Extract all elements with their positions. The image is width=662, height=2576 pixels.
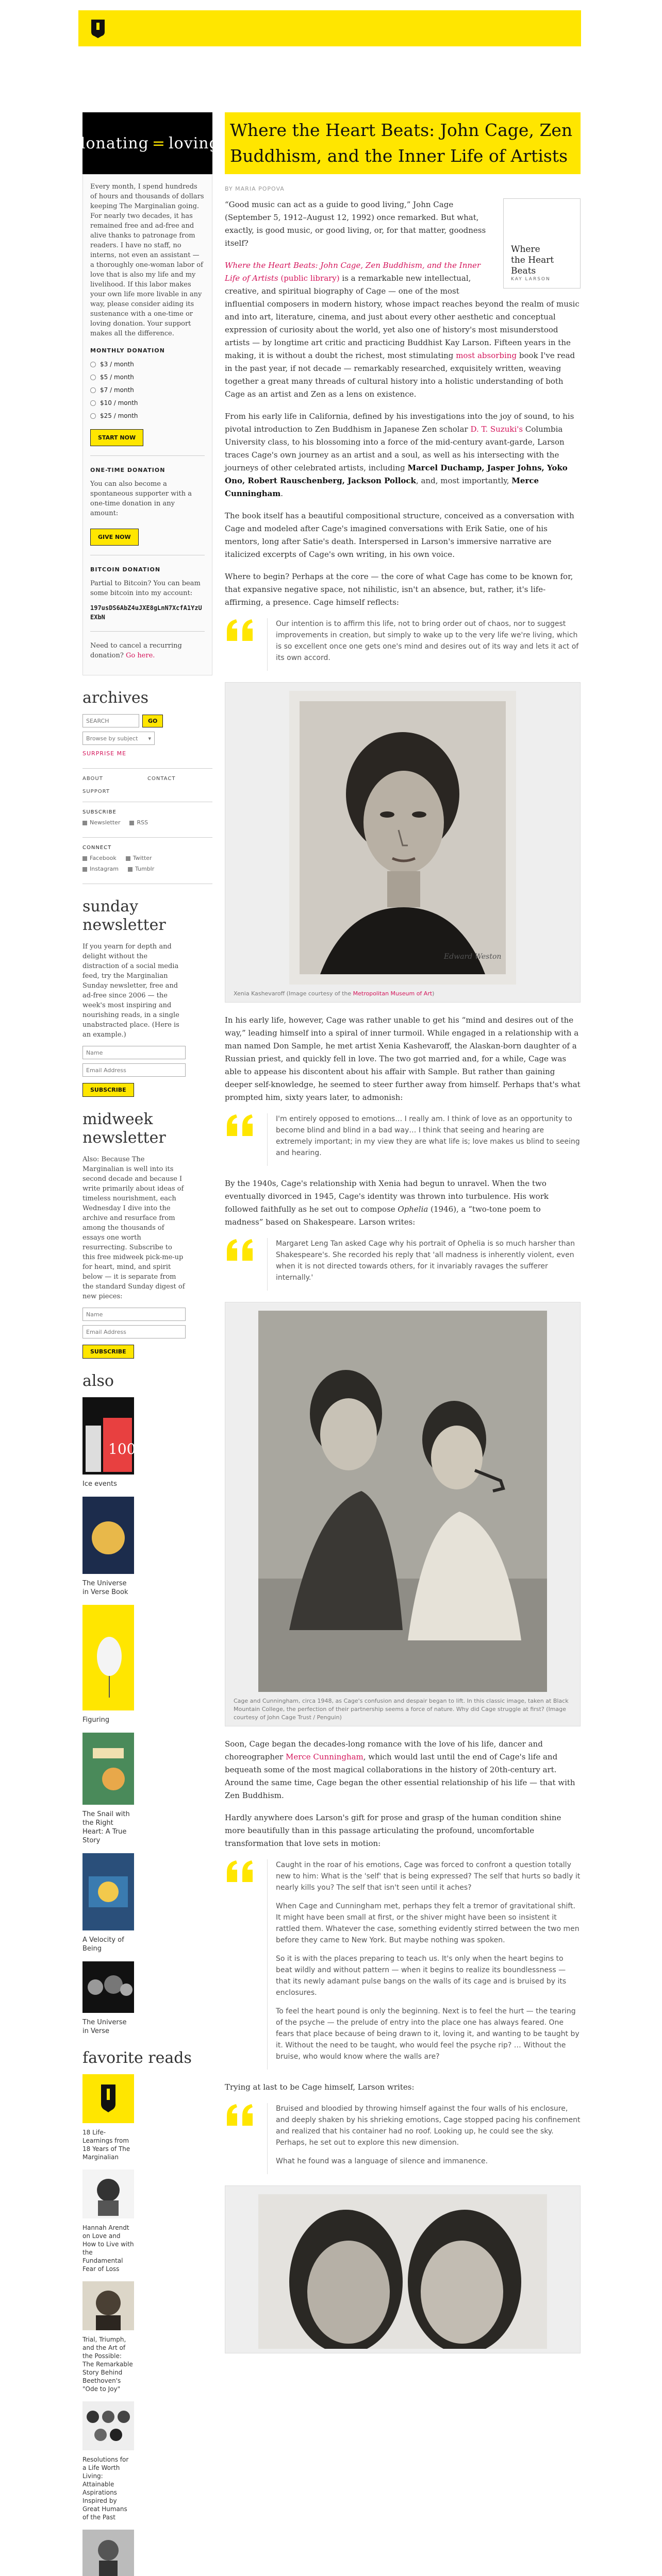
tumblr-link[interactable]: Tumblr xyxy=(128,866,154,872)
rss-link[interactable]: RSS xyxy=(129,819,148,826)
book-link[interactable]: Where the Heart Beats: John Cage, Zen Buddhism, and the Inner Life of Artists xyxy=(225,261,481,283)
blockquote: Caught in the roar of his emotions, Cage was forced to confront a question totally new to him: What is the 'self' that is being expressed? The self that hurts so badly it nearly kills you? The self that isn't seen until it aches? When Cage and Cunningham met, perhaps they felt a tremor of gravitational shift. It might have been small at first, or the shiver might have been so insistent it rattled them. Whatever the case, something evidently stirred between the two men before they came to New York. But maybe nothing was spoken. So it is with the places preparing to teach us. It's only when the heart begins to beat wildly and without pattern — when it begins to realize its boundlessness — that its newly adamant pulse bangs on the walls of its cage and is bruised by its enclosures. To feel the heart pound is only the beginning. Next is to feel the hurt — the tearing of the psyche — the prelude of entry into the place one has always feared. One fears that place because of being drawn to it, loving it, and wanting to be taught by it. Without the need to be taught, who would feel the psyche rip? … Without the bruise, who would know where the walls are? xyxy=(225,1859,581,2070)
also-item[interactable]: The Universe in Verse Book xyxy=(82,1497,134,1597)
newsletter-link[interactable]: Newsletter xyxy=(82,819,120,826)
divider xyxy=(90,631,205,632)
blockquote: Our intention is to affirm this life, not to bring order out of chaos, nor to suggest improvements in creation, but simply to wake up to the very life we're living, which is so excellent once one gets one's mind and desires out of its way and lets it act of its own accord. xyxy=(225,618,581,671)
quote-mark-icon xyxy=(225,1859,256,1885)
favorite-thumbnail-icon xyxy=(82,2401,134,2450)
start-now-button[interactable]: START NOW xyxy=(90,429,143,446)
favorite-item[interactable]: Hannah Arendt on Love and How to Live with the Fundamental Fear of Loss xyxy=(82,2170,134,2273)
tumblr-icon xyxy=(128,867,133,872)
blockquote: I'm entirely opposed to emotions… I really am. I think of love as an opportunity to become blind and blind in a bad way… I think that seeing and hearing are extremely important; in my view they are what life is; love makes us blind to seeing and hearing. xyxy=(225,1113,581,1166)
twitter-link[interactable]: Twitter xyxy=(126,855,152,861)
subscribe-section xyxy=(82,802,212,838)
banner-symbol: = xyxy=(152,134,166,152)
book-cover-author: KAY LARSON xyxy=(511,277,551,282)
book-cover-icon xyxy=(82,1605,134,1710)
divider xyxy=(90,455,205,456)
banner-right: loving xyxy=(169,134,220,152)
paragraph: Where the Heart Beats: John Cage, Zen Buddhism, and the Inner Life of Artists (public library) is a remarkable new intellectual, creative, and spiritual biography of Cage — one of the most influential composers in modern history, whose impact reaches beyond the realm of music and into art, literature, cinema, and just about every other aesthetic and conceptual expression of curiosity about the world, yet also one of history's most misunderstood artists — by longtime art critic and practicing Buddhist Kay Larson. Fifteen years in the making, it is without a doubt the richest, most stimulating most absorbing book I've read in the past year, if not decade — remarkably researched, exquisitely written, weaving together a great many threads of cultural history into a holistic understanding of both Cage as an artist and Zen as a lens on existence. xyxy=(225,261,580,399)
sunday-newsletter-title: sunday newsletter xyxy=(82,897,166,934)
favorite-thumbnail-icon xyxy=(82,2074,134,2123)
monthly-option[interactable]: $7 / month xyxy=(90,385,205,395)
cage-cunningham-photo[interactable] xyxy=(258,1311,547,1692)
onetime-text: You can also become a spontaneous supporter with a one-time donation in any amount: xyxy=(90,480,192,517)
rss-icon xyxy=(129,821,134,825)
also-item[interactable]: The Snail with the Right Heart: A True Story xyxy=(82,1733,134,1845)
banner-left: donating xyxy=(75,134,149,152)
paragraph: In his early life, however, Cage was rather unable to get his “mind and desires out of the way,” leading himself into a spiral of inner turmoil. While engaged in a relationship with a man named Don Sample, he met artist Xenia Kashevaroff, the Alaskan-born daughter of a Russian priest, and quickly fell in love. The two got married and, for a while, Cage was able to appease his discontent about his affair with Sample. But rather than gaining deeper self-knowledge, he seemed to steer further away from himself. Perhaps that's what prompted him, sixty years later, to admonish: xyxy=(225,1015,581,1102)
nav-contact[interactable]: CONTACT xyxy=(147,776,176,782)
sunday-subscribe-button[interactable]: SUBSCRIBE xyxy=(82,1083,134,1097)
newsletter-icon xyxy=(82,821,87,825)
book-cover-title: Where the Heart Beats xyxy=(511,244,554,276)
midweek-subscribe-button[interactable]: SUBSCRIBE xyxy=(82,1345,134,1359)
sidebar xyxy=(75,112,220,2576)
most-absorbing-link[interactable]: most absorbing xyxy=(456,351,517,360)
midweek-newsletter-title: midweek newsletter xyxy=(82,1110,166,1147)
search-input[interactable]: SEARCH xyxy=(82,714,139,727)
favorite-reads-title: favorite reads xyxy=(82,2049,192,2067)
figure-caption: Xenia Kashevaroff (Image courtesy of the Metropolitan Museum of Art) xyxy=(234,990,435,997)
book-cover-icon xyxy=(82,1733,134,1805)
site-header xyxy=(78,10,581,46)
donate-banner[interactable] xyxy=(75,112,220,174)
paragraph: By the 1940s, Cage's relationship with Xenia had begun to unravel. When the two eventually divorced in 1945, Cage's identity was thrown into turbulence. His work followed faithfully as he set out to compose Ophelia (1946), a “two-tone poem to madness” based on Shakespeare. Larson writes: xyxy=(225,1179,549,1227)
also-item[interactable]: 100 Ice events xyxy=(82,1397,134,1488)
favorite-thumbnail-icon xyxy=(82,2530,134,2576)
quote-mark-icon xyxy=(225,1113,256,1139)
subscribe-heading: SUBSCRIBE xyxy=(82,809,117,815)
book-cover-icon xyxy=(82,1397,134,1475)
connect-heading: CONNECT xyxy=(82,845,112,851)
browse-subject-select[interactable]: Browse by subject ▾ xyxy=(82,732,155,745)
nav-about[interactable]: ABOUT xyxy=(82,776,103,782)
article-title[interactable]: Where the Heart Beats: John Cage, Zen Buddhism, and the Inner Life of Artists xyxy=(230,120,573,166)
radio-icon[interactable] xyxy=(90,362,96,367)
quote-mark-icon xyxy=(225,1238,256,1264)
sunday-newsletter-text: If you yearn for depth and delight without the distraction of a social media feed, try the Marginalian Sunday newsletter, free and ad-free since 2006 — the week's most inspiring and nourishing reads, in a single unabstracted place. (Here is an example.) xyxy=(82,943,179,1039)
figure-cage-cunningham xyxy=(225,1302,581,1726)
bitcoin-address: 197usDS6AbZ4uJXE8gLnN7XcfA1YzUEXbN xyxy=(90,604,202,621)
book-cover[interactable] xyxy=(503,198,581,289)
donate-box xyxy=(82,174,212,675)
nav-support[interactable]: SUPPORT xyxy=(82,789,110,794)
book-cover-icon xyxy=(82,1853,134,1930)
paragraph: Trying at last to be Cage himself, Larson writes: xyxy=(225,2082,415,2092)
yellow-brand-logo-icon[interactable] xyxy=(90,20,106,38)
instagram-link[interactable]: Instagram xyxy=(82,866,119,872)
monthly-option[interactable]: $5 / month xyxy=(90,372,205,382)
figure-caption: Cage and Cunningham, circa 1948, as Cage's confusion and despair began to lift. In this classic image, taken at Black Mountain College, the perfection of their partnership seems a force of nature. Why did Cage struggle at first? (Image courtesy of John Cage Trust / Penguin) xyxy=(234,1698,569,1721)
radio-icon[interactable] xyxy=(90,387,96,393)
paragraph: From his early life in California, defined by his investigations into the joy of sound, to his pivotal introduction to Zen Buddhism in Japanese Zen scholar D. T. Suzuki's Columbia University class, to his blossoming into a force of the mid-century avant-garde, Larson traces Cage's own journey as an artist and a soul, as well as his intersecting with the journeys of other celebrated artists, including Marcel Duchamp, Jasper Johns, Yoko Ono, Robert Rauschenberg, Jackson Pollock, and, most importantly, Merce Cunningham. xyxy=(225,412,574,498)
paragraph: Where to begin? Perhaps at the core — the core of what Cage has come to be known for, that expansive negative space, not nihilistic, isn't an absence, but, rather, it's life-affirming, a presence. Cage himself reflects: xyxy=(225,572,573,607)
also-item[interactable]: A Velocity of Being xyxy=(82,1853,134,1953)
midweek-name-input[interactable]: Name xyxy=(82,1308,186,1321)
also-item[interactable]: Figuring xyxy=(82,1605,134,1724)
paragraph: Soon, Cage began the decades-long romance with the love of his life, dancer and choreographer Merce Cunningham, which would last until the end of Cage's life and bequeath some of the most magical collaborations in the history of 20th-century art. Around the same time, Cage began the other essential relationship of his life — that with Zen Buddhism. xyxy=(225,1739,575,1800)
favorite-item[interactable]: Trial, Triumph, and the Art of the Possible: The Remarkable Story Behind Beethoven's "Ode to Joy" xyxy=(82,2281,134,2393)
svg-text:100: 100 xyxy=(108,1440,134,1458)
met-museum-link[interactable]: Metropolitan Museum of Art xyxy=(353,990,433,997)
figure-portraits xyxy=(225,2185,581,2353)
favorite-item[interactable]: Resolutions for a Life Worth Living: Attainable Aspirations Inspired by Great Humans of the Past xyxy=(82,2401,134,2521)
portraits-photo[interactable] xyxy=(258,2194,547,2349)
monthly-option[interactable]: $25 / month xyxy=(90,411,205,421)
favorite-thumbnail-icon xyxy=(82,2281,134,2330)
paragraph: Hardly anywhere does Larson's gift for prose and grasp of the human condition shine more beautifully than in this passage articulating the profound, uncomfortable transformation that love sets in motion: xyxy=(225,1813,561,1848)
quote-mark-icon xyxy=(225,618,256,644)
paragraph: The book itself has a beautiful compositional structure, conceived as a conversation with Cage and modeled after Cage's imagined conversations with Erik Satie, one of his mentors, long after Satie's death. Interspersed in Larson's immersive narrative are italicized excerpts of Cage's own writing, in his own voice. xyxy=(225,511,574,559)
also-item[interactable]: The Universe in Verse xyxy=(82,1961,134,2036)
radio-icon[interactable] xyxy=(90,400,96,406)
public-library-link[interactable]: (public library) xyxy=(280,274,340,283)
sidebar-nav xyxy=(82,768,212,802)
cancel-text: Need to cancel a recurring donation? xyxy=(90,642,182,659)
quote-mark-icon xyxy=(225,2103,256,2129)
twitter-icon xyxy=(126,856,130,861)
archives-title: archives xyxy=(82,689,149,707)
chevron-down-icon: ▾ xyxy=(148,735,151,742)
cunningham-link[interactable]: Merce Cunningham xyxy=(285,1752,363,1761)
donate-paragraph: Every month, I spend hundreds of hours and thousands of dollars keeping The Marginalian going. For nearly two decades, it has remained free and ad-free and alive thanks to patronage from readers. I have no staff, no interns, not even an assistant — a thoroughly one-woman labor of love that is also my life and my livelihood. If this labor makes your own life more livable in any way, please consider aiding its sustenance with a one-time or loving donation. Your support makes all the difference. xyxy=(90,183,204,337)
sunday-name-input[interactable]: Name xyxy=(82,1046,186,1059)
byline[interactable]: BY MARIA POPOVA xyxy=(225,185,285,192)
facebook-icon xyxy=(82,856,87,861)
portrait-photo[interactable] xyxy=(289,691,516,985)
midweek-newsletter-text: Also: Because The Marginalian is well into its second decade and because I write primarily about ideas of timeless nourishment, each Wednesday I dive into the archive and resurface from among the thousands of essays one worth resurrecting. Subscribe to this free midweek pick-me-up for heart, mind, and spirit below — it is separate from the standard Sunday digest of new pieces: xyxy=(82,1156,185,1300)
sunday-email-input[interactable]: Email Address xyxy=(82,1063,186,1077)
monthly-option[interactable]: $10 / month xyxy=(90,398,205,408)
favorite-thumbnail-icon xyxy=(82,2170,134,2218)
figure-xenia xyxy=(225,682,581,1003)
blockquote: Bruised and bloodied by throwing himself against the four walls of his enclosure, and deeply shaken by his shrieking emotions, Cage stopped pacing his confinement and realized that his container had no roof. Looking up, he could see the sky. Perhaps, he set out to explore this new dimension. What he found was a language of silence and immanence. xyxy=(225,2103,581,2174)
radio-icon[interactable] xyxy=(90,375,96,380)
archive-search-row xyxy=(82,714,212,727)
favorite-item[interactable] xyxy=(82,2530,134,2576)
bitcoin-text: Partial to Bitcoin? You can beam some bitcoin into my account: xyxy=(90,580,201,597)
blockquote: Margaret Leng Tan asked Cage why his portrait of Ophelia is so much harsher than Shakespeare's. She recorded his reply that 'all madness is inherently violent, even when it is not directed towards others, for it invariably ravages the sufferer internally.' xyxy=(225,1238,581,1291)
article xyxy=(225,112,581,2365)
also-title: also xyxy=(82,1372,114,1390)
surprise-me-link[interactable]: SURPRISE ME xyxy=(82,750,127,757)
cancel-link[interactable]: Go here. xyxy=(125,652,155,659)
facebook-link[interactable]: Facebook xyxy=(82,855,117,861)
book-cover-icon xyxy=(82,1961,134,2013)
book-cover-icon xyxy=(82,1497,134,1574)
svg-text:Edward Weston: Edward Weston xyxy=(444,953,502,961)
midweek-email-input[interactable]: Email Address xyxy=(82,1325,186,1338)
monthly-option[interactable]: $3 / month xyxy=(90,360,205,369)
give-now-button[interactable]: GIVE NOW xyxy=(90,529,139,546)
radio-icon[interactable] xyxy=(90,413,96,419)
monthly-heading: MONTHLY DONATION xyxy=(90,347,165,354)
bitcoin-heading: BITCOIN DONATION xyxy=(90,566,161,573)
suzuki-link[interactable]: D. T. Suzuki's xyxy=(470,425,523,434)
go-button[interactable]: GO xyxy=(142,715,163,727)
article-title-box xyxy=(225,112,581,174)
onetime-heading: ONE-TIME DONATION xyxy=(90,467,166,473)
connect-section xyxy=(82,838,212,884)
paragraph: “Good music can act as a guide to good living,” John Cage (September 5, 1912–August 12, 1992) once remarked. But what, exactly, is good music, or good living, or, for that matter, goodness itself? xyxy=(225,200,486,248)
favorite-item[interactable]: 18 Life-Learnings from 18 Years of The Marginalian xyxy=(82,2074,134,2161)
instagram-icon xyxy=(82,867,87,872)
